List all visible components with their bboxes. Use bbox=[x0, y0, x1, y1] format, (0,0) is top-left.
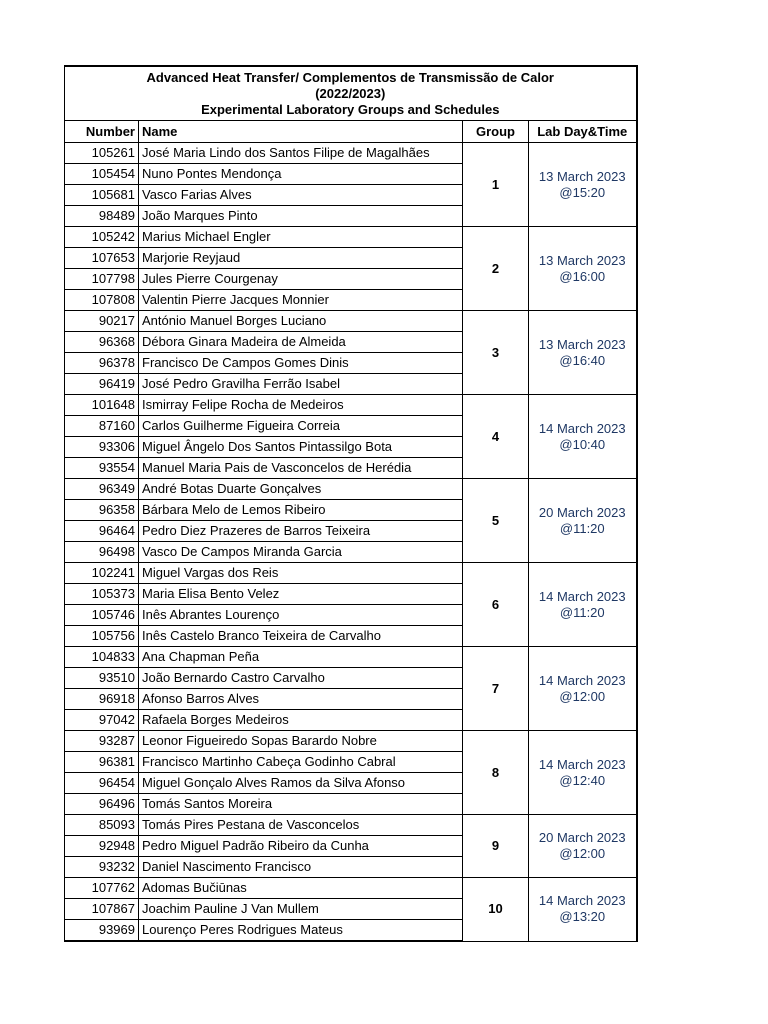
lab-date: 13 March 2023 bbox=[538, 336, 626, 352]
student-number: 93554 bbox=[65, 458, 139, 479]
student-name: Rafaela Borges Medeiros bbox=[139, 710, 463, 731]
lab-time: @13:20 bbox=[559, 909, 606, 925]
student-name: Bárbara Melo de Lemos Ribeiro bbox=[139, 500, 463, 521]
lab-time: @10:40 bbox=[559, 436, 606, 452]
student-number: 107653 bbox=[65, 248, 139, 269]
student-name: Ana Chapman Peña bbox=[139, 647, 463, 668]
lab-time: @16:40 bbox=[559, 352, 606, 368]
lab-schedule bbox=[529, 395, 637, 479]
student-number: 96381 bbox=[65, 752, 139, 773]
student-name: Marjorie Reyjaud bbox=[139, 248, 463, 269]
student-number: 92948 bbox=[65, 836, 139, 857]
student-number: 93232 bbox=[65, 857, 139, 878]
title-row bbox=[65, 66, 637, 121]
student-number: 98489 bbox=[65, 206, 139, 227]
student-name: Tomás Pires Pestana de Vasconcelos bbox=[139, 815, 463, 836]
student-name: Carlos Guilherme Figueira Correia bbox=[139, 416, 463, 437]
student-number: 96368 bbox=[65, 332, 139, 353]
student-name: Leonor Figueiredo Sopas Barardo Nobre bbox=[139, 731, 463, 752]
lab-schedule bbox=[529, 563, 637, 647]
table-row bbox=[65, 143, 637, 164]
student-number: 90217 bbox=[65, 311, 139, 332]
table-body bbox=[65, 143, 637, 942]
student-number: 101648 bbox=[65, 395, 139, 416]
student-number: 102241 bbox=[65, 563, 139, 584]
student-name: Joachim Pauline J Van Mullem bbox=[139, 899, 463, 920]
group-number: 7 bbox=[463, 647, 529, 731]
student-number: 105373 bbox=[65, 584, 139, 605]
lab-schedule bbox=[529, 647, 637, 731]
lab-date: 20 March 2023 bbox=[538, 830, 626, 845]
student-name: Afonso Barros Alves bbox=[139, 689, 463, 710]
student-number: 96419 bbox=[65, 374, 139, 395]
group-number: 1 bbox=[463, 143, 529, 227]
schedule-sheet bbox=[64, 65, 638, 942]
student-number: 105746 bbox=[65, 605, 139, 626]
student-name: Vasco Farias Alves bbox=[139, 185, 463, 206]
student-name: Miguel Ângelo Dos Santos Pintassilgo Bota bbox=[139, 437, 463, 458]
table-row bbox=[65, 227, 637, 248]
student-number: 107798 bbox=[65, 269, 139, 290]
lab-date: 14 March 2023 bbox=[538, 893, 626, 909]
lab-time: @12:00 bbox=[559, 846, 606, 861]
student-name: João Bernardo Castro Carvalho bbox=[139, 668, 463, 689]
table-row bbox=[65, 395, 637, 416]
student-number: 96358 bbox=[65, 500, 139, 521]
student-name: Adomas Bučiūnas bbox=[139, 878, 463, 899]
student-name: Miguel Vargas dos Reis bbox=[139, 563, 463, 584]
group-number: 6 bbox=[463, 563, 529, 647]
student-name: Jules Pierre Courgenay bbox=[139, 269, 463, 290]
header-number: Number bbox=[65, 121, 139, 143]
student-number: 107867 bbox=[65, 899, 139, 920]
student-number: 96454 bbox=[65, 773, 139, 794]
student-number: 96464 bbox=[65, 521, 139, 542]
student-number: 96378 bbox=[65, 353, 139, 374]
lab-schedule bbox=[529, 311, 637, 395]
table-row bbox=[65, 479, 637, 500]
student-number: 96496 bbox=[65, 794, 139, 815]
student-name: Pedro Diez Prazeres de Barros Teixeira bbox=[139, 521, 463, 542]
student-name: António Manuel Borges Luciano bbox=[139, 311, 463, 332]
lab-date: 14 March 2023 bbox=[538, 588, 626, 604]
group-number: 2 bbox=[463, 227, 529, 311]
student-name: Miguel Gonçalo Alves Ramos da Silva Afonso bbox=[139, 773, 463, 794]
lab-date: 14 March 2023 bbox=[538, 420, 626, 436]
student-name: Manuel Maria Pais de Vasconcelos de Herédia bbox=[139, 458, 463, 479]
lab-date: 14 March 2023 bbox=[538, 672, 626, 688]
student-number: 85093 bbox=[65, 815, 139, 836]
student-name: José Maria Lindo dos Santos Filipe de Magalhães bbox=[139, 143, 463, 164]
lab-schedule bbox=[529, 731, 637, 815]
student-number: 107808 bbox=[65, 290, 139, 311]
title-line-1: Advanced Heat Transfer/ Complementos de Transmissão de Calor bbox=[146, 69, 554, 85]
lab-date: 13 March 2023 bbox=[538, 168, 626, 184]
lab-time: @11:20 bbox=[559, 604, 605, 620]
student-number: 104833 bbox=[65, 647, 139, 668]
lab-schedule bbox=[529, 815, 637, 878]
student-name: Nuno Pontes Mendonça bbox=[139, 164, 463, 185]
student-number: 93306 bbox=[65, 437, 139, 458]
document-title bbox=[65, 66, 637, 121]
lab-time: @16:00 bbox=[559, 268, 606, 284]
header-group: Group bbox=[463, 121, 529, 143]
table-row bbox=[65, 731, 637, 752]
lab-date: 14 March 2023 bbox=[538, 756, 626, 772]
student-name: José Pedro Gravilha Ferrão Isabel bbox=[139, 374, 463, 395]
title-line-3: Experimental Laboratory Groups and Schedules bbox=[201, 101, 500, 117]
student-number: 105242 bbox=[65, 227, 139, 248]
title-line-2: (2022/2023) bbox=[315, 85, 386, 101]
groups-table bbox=[64, 65, 638, 942]
student-number: 105756 bbox=[65, 626, 139, 647]
group-number: 10 bbox=[463, 878, 529, 942]
lab-schedule bbox=[529, 143, 637, 227]
student-name: Débora Ginara Madeira de Almeida bbox=[139, 332, 463, 353]
lab-schedule bbox=[529, 878, 637, 942]
group-number: 3 bbox=[463, 311, 529, 395]
student-number: 87160 bbox=[65, 416, 139, 437]
table-row bbox=[65, 563, 637, 584]
student-name: Ismirray Felipe Rocha de Medeiros bbox=[139, 395, 463, 416]
lab-date: 20 March 2023 bbox=[538, 504, 626, 520]
student-number: 96349 bbox=[65, 479, 139, 500]
student-number: 96498 bbox=[65, 542, 139, 563]
lab-time: @12:40 bbox=[559, 772, 606, 788]
table-row bbox=[65, 815, 637, 836]
student-name: Inês Castelo Branco Teixeira de Carvalho bbox=[139, 626, 463, 647]
table-row bbox=[65, 311, 637, 332]
group-number: 9 bbox=[463, 815, 529, 878]
header-lab-time: Lab Day&Time bbox=[529, 121, 637, 143]
student-name: Valentin Pierre Jacques Monnier bbox=[139, 290, 463, 311]
header-name: Name bbox=[139, 121, 463, 143]
student-name: Maria Elisa Bento Velez bbox=[139, 584, 463, 605]
lab-time: @12:00 bbox=[559, 688, 606, 704]
lab-date: 13 March 2023 bbox=[538, 252, 626, 268]
student-name: Francisco De Campos Gomes Dinis bbox=[139, 353, 463, 374]
lab-schedule bbox=[529, 479, 637, 563]
student-name: Tomás Santos Moreira bbox=[139, 794, 463, 815]
student-number: 105681 bbox=[65, 185, 139, 206]
group-number: 4 bbox=[463, 395, 529, 479]
student-name: Inês Abrantes Lourenço bbox=[139, 605, 463, 626]
student-name: Vasco De Campos Miranda Garcia bbox=[139, 542, 463, 563]
student-number: 107762 bbox=[65, 878, 139, 899]
lab-time: @15:20 bbox=[559, 184, 606, 200]
student-number: 93510 bbox=[65, 668, 139, 689]
lab-time: @11:20 bbox=[559, 520, 605, 536]
student-name: Francisco Martinho Cabeça Godinho Cabral bbox=[139, 752, 463, 773]
header-row bbox=[65, 121, 637, 143]
lab-schedule bbox=[529, 227, 637, 311]
group-number: 5 bbox=[463, 479, 529, 563]
student-number: 105261 bbox=[65, 143, 139, 164]
group-number: 8 bbox=[463, 731, 529, 815]
student-name: Lourenço Peres Rodrigues Mateus bbox=[139, 920, 463, 942]
student-name: Daniel Nascimento Francisco bbox=[139, 857, 463, 878]
table-row bbox=[65, 647, 637, 668]
student-number: 105454 bbox=[65, 164, 139, 185]
student-number: 93969 bbox=[65, 920, 139, 942]
student-number: 97042 bbox=[65, 710, 139, 731]
student-name: João Marques Pinto bbox=[139, 206, 463, 227]
student-number: 96918 bbox=[65, 689, 139, 710]
student-name: Pedro Miguel Padrão Ribeiro da Cunha bbox=[139, 836, 463, 857]
table-row bbox=[65, 878, 637, 899]
student-name: André Botas Duarte Gonçalves bbox=[139, 479, 463, 500]
student-number: 93287 bbox=[65, 731, 139, 752]
student-name: Marius Michael Engler bbox=[139, 227, 463, 248]
